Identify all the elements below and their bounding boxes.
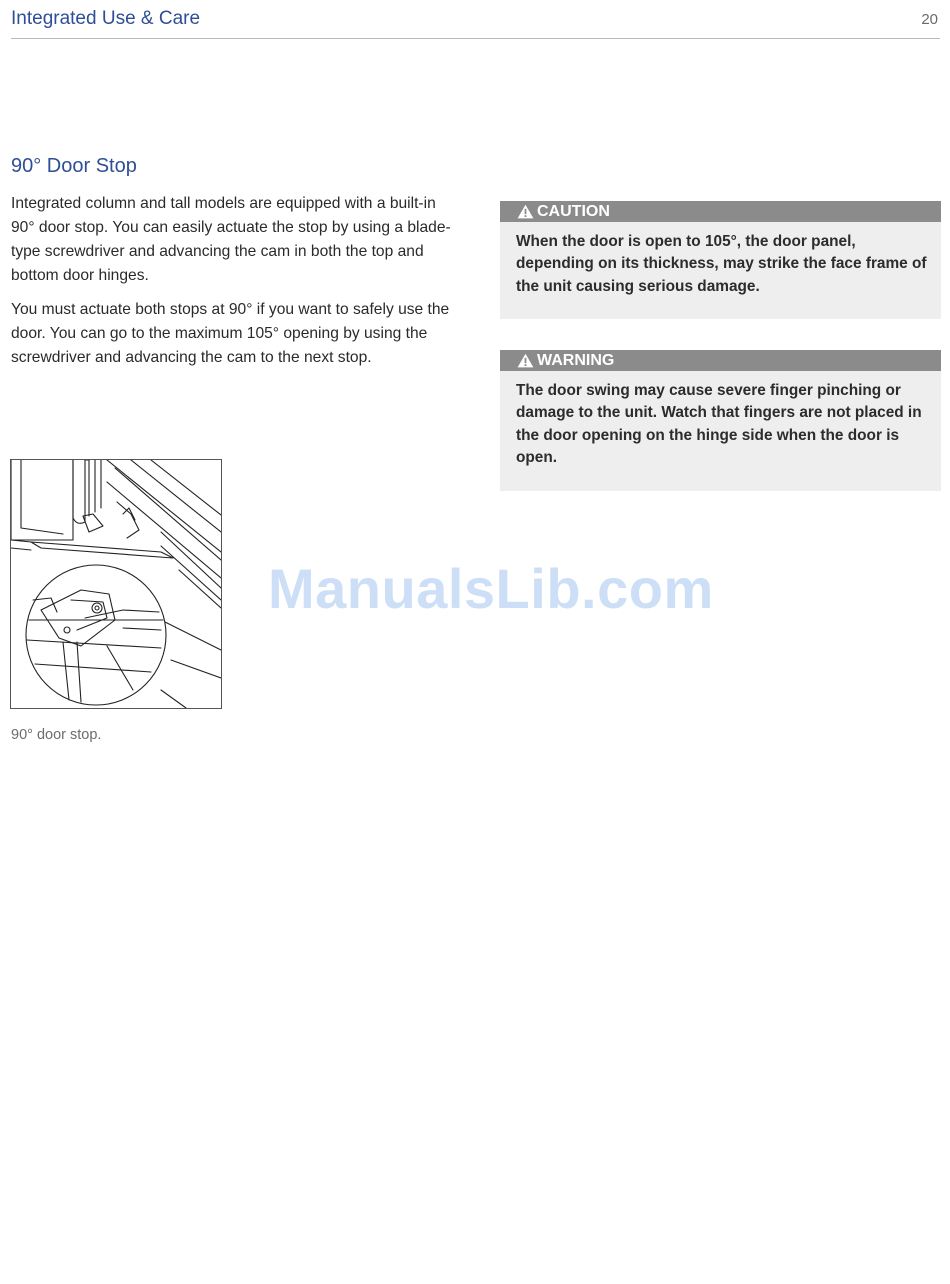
page-header bbox=[11, 6, 940, 39]
document-title: Integrated Use & Care bbox=[11, 8, 201, 29]
warning-header bbox=[500, 350, 941, 371]
body-paragraph: Integrated column and tall models are equipped with a built-in 90° door stop. You can easily actuate the stop by using a blade-type screwdriver and advancing the cam in both the top and bottom door hinges. bbox=[11, 195, 451, 284]
caution-label: CAUTION bbox=[537, 203, 610, 220]
warning-notice bbox=[500, 350, 941, 491]
watermark: ManualsLib.com bbox=[268, 557, 714, 620]
caution-text: When the door is open to 105°, the door panel, depending on its thickness, may strike the face frame of the unit causing serious damage. bbox=[516, 233, 927, 295]
warning-triangle-icon bbox=[517, 353, 534, 368]
figure-caption: 90° door stop. bbox=[11, 727, 102, 743]
door-hinge-illustration bbox=[10, 459, 222, 709]
warning-triangle-icon bbox=[517, 204, 534, 219]
body-paragraph: You must actuate both stops at 90° if you want to safely use the door. You can go to the maximum 105° opening by using the screwdriver and advancing the cam to the next stop. bbox=[11, 301, 450, 366]
caution-notice bbox=[500, 201, 941, 319]
caution-header bbox=[500, 201, 941, 222]
warning-text: The door swing may cause severe finger pinching or damage to the unit. Watch that fingers are not placed in the door opening on the hinge side when the door is open. bbox=[516, 382, 922, 466]
page-number: 20 bbox=[921, 11, 938, 28]
section-title: 90° Door Stop bbox=[11, 155, 137, 177]
warning-label: WARNING bbox=[537, 352, 615, 369]
